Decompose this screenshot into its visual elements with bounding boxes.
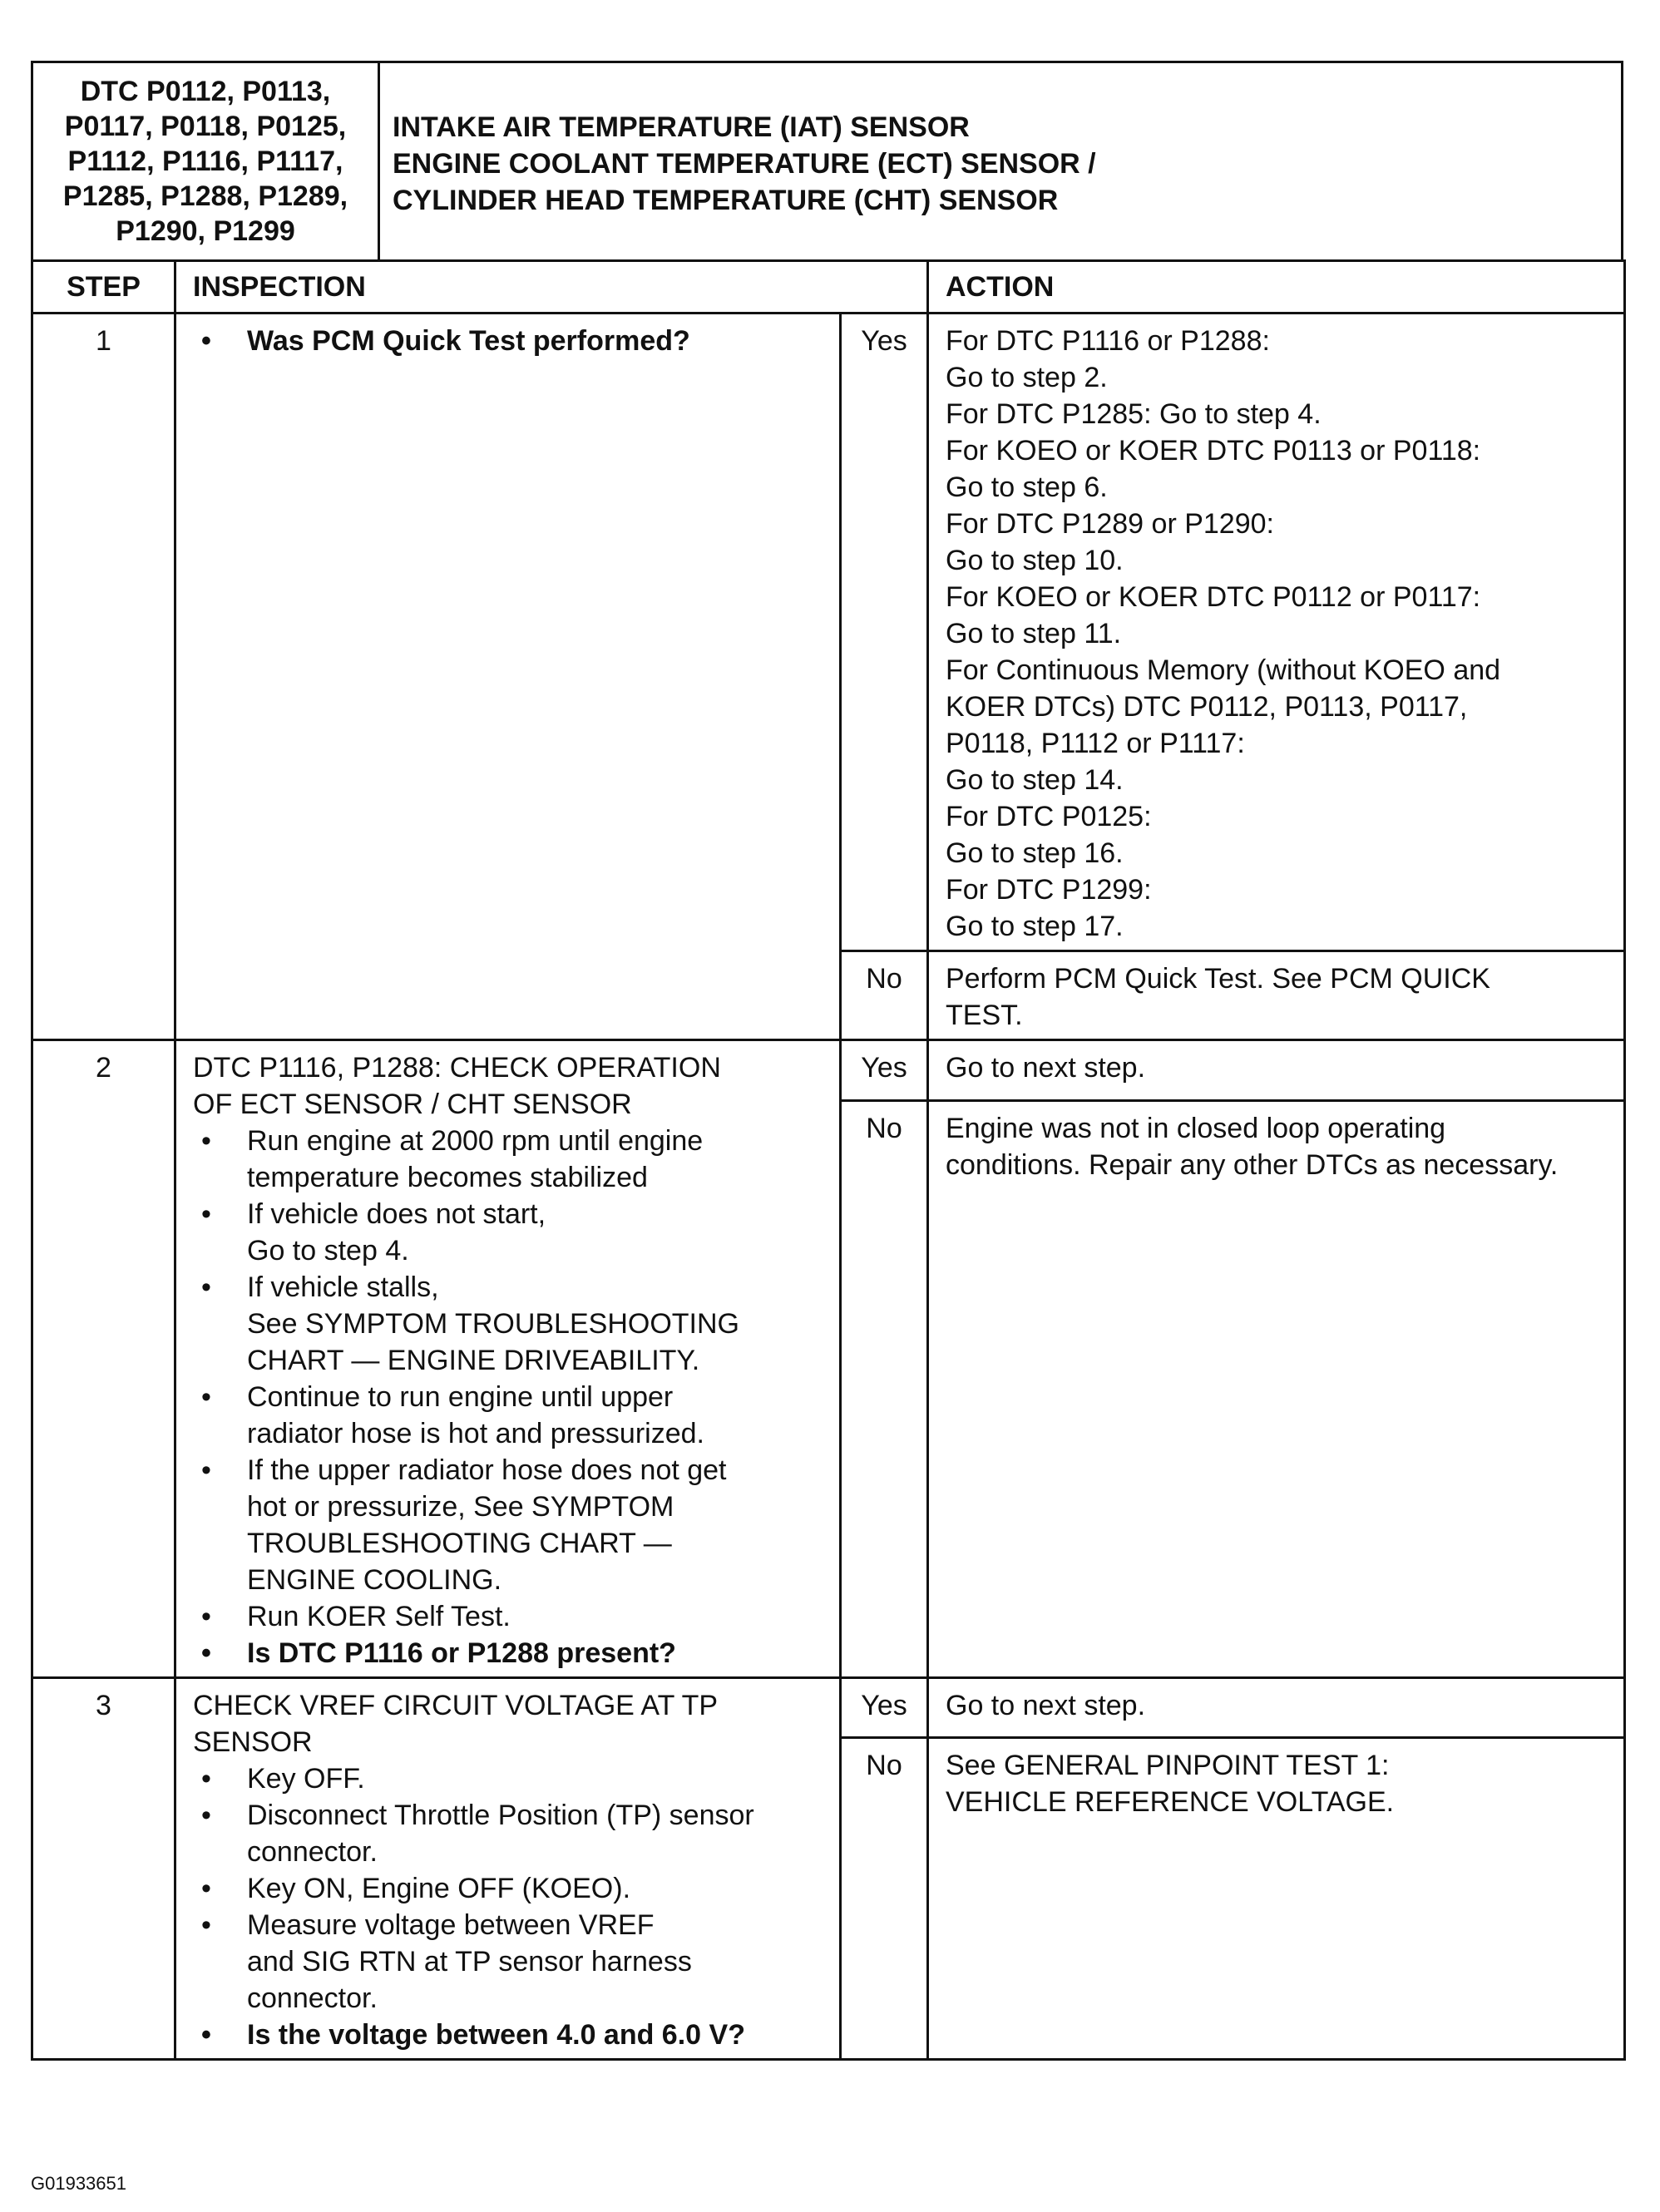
bullet-text-line: CHART — ENGINE DRIVEABILITY. bbox=[247, 1345, 700, 1376]
yes-label: Yes bbox=[841, 314, 928, 951]
bullet-text-line: temperature becomes stabilized bbox=[247, 1162, 648, 1193]
column-header-step: STEP bbox=[32, 261, 175, 314]
inspection-title-line: CHECK VREF CIRCUIT VOLTAGE AT TP bbox=[193, 1690, 719, 1721]
step-number: 1 bbox=[32, 314, 175, 1040]
step-number: 2 bbox=[32, 1040, 175, 1678]
table-header-row bbox=[32, 261, 1625, 314]
bullet-text-line: • Was PCM Quick Test performed? bbox=[247, 325, 690, 357]
bullet-text-line: hot or pressurize, See SYMPTOM bbox=[247, 1491, 674, 1523]
bullet-text-line: connector. bbox=[247, 1982, 378, 2014]
bullet-text-line: • Disconnect Throttle Position (TP) sensor bbox=[247, 1800, 754, 1831]
inspection-cell bbox=[175, 1040, 841, 1678]
action-line: Engine was not in closed loop operating bbox=[946, 1112, 1446, 1144]
inspection-title-line: DTC P1116, P1288: CHECK OPERATION bbox=[193, 1052, 721, 1084]
bullet-text-line: ENGINE COOLING. bbox=[247, 1564, 502, 1596]
action-line: For KOEO or KOER DTC P0113 or P0118: bbox=[946, 435, 1481, 467]
bullet-text-line: and SIG RTN at TP sensor harness bbox=[247, 1946, 692, 1977]
no-action bbox=[928, 1100, 1625, 1677]
no-label: No bbox=[841, 951, 928, 1040]
bullet-text-line: • Measure voltage between VREF bbox=[247, 1909, 655, 1941]
no-action bbox=[928, 1737, 1625, 2059]
bullet-text-line: • If vehicle stalls, bbox=[247, 1271, 439, 1303]
action-line: For DTC P1116 or P1288: bbox=[946, 325, 1270, 357]
action-line: P0118, P1112 or P1117: bbox=[946, 728, 1245, 759]
action-line: Go to step 14. bbox=[946, 764, 1124, 796]
action-line: See GENERAL PINPOINT TEST 1: bbox=[946, 1749, 1390, 1781]
inspection-bullet-list bbox=[193, 1123, 823, 1671]
action-line: Go to step 10. bbox=[946, 545, 1124, 576]
action-line: For Continuous Memory (without KOEO and bbox=[946, 654, 1501, 686]
inspection-bullet-list bbox=[193, 323, 823, 359]
bullet-text-line: See SYMPTOM TROUBLESHOOTING bbox=[247, 1308, 739, 1340]
dtc-code-line: P1112, P1116, P1117, bbox=[67, 146, 343, 177]
inspection-bullet bbox=[193, 1452, 823, 1598]
bullet-text-line: TROUBLESHOOTING CHART — bbox=[247, 1528, 672, 1559]
action-line: Go to step 2. bbox=[946, 362, 1108, 393]
inspection-bullet bbox=[193, 1907, 823, 2017]
action-line: VEHICLE REFERENCE VOLTAGE. bbox=[946, 1785, 1395, 1818]
inspection-bullet bbox=[193, 1635, 823, 1671]
no-label: No bbox=[841, 1737, 928, 2059]
inspection-bullet bbox=[193, 2017, 823, 2053]
bullet-text-line: • Run engine at 2000 rpm until engine bbox=[247, 1125, 704, 1157]
dtc-code-line: P0117, P0118, P0125, bbox=[64, 111, 347, 142]
dtc-code-list bbox=[33, 63, 380, 259]
sensor-title-line: CYLINDER HEAD TEMPERATURE (CHT) SENSOR bbox=[393, 185, 1059, 216]
dtc-code-line: P1290, P1299 bbox=[116, 215, 295, 247]
bullet-text-line: Go to step 4. bbox=[247, 1235, 409, 1266]
action-line: Go to step 11. bbox=[946, 618, 1122, 649]
action-line: Perform PCM Quick Test. See PCM QUICK bbox=[946, 963, 1490, 995]
bullet-text-line: • Run KOER Self Test. bbox=[247, 1601, 511, 1632]
yes-action bbox=[928, 1678, 1625, 1738]
inspection-title-line: SENSOR bbox=[193, 1726, 313, 1758]
dtc-code-line: P1285, P1288, P1289, bbox=[62, 180, 348, 212]
yes-action bbox=[928, 314, 1625, 951]
action-line: TEST. bbox=[946, 1000, 1023, 1031]
yes-action bbox=[928, 1040, 1625, 1101]
action-line: Go to next step. bbox=[946, 1052, 1146, 1084]
action-line: For DTC P1285: Go to step 4. bbox=[946, 398, 1322, 430]
sensor-title-line: ENGINE COOLANT TEMPERATURE (ECT) SENSOR / bbox=[393, 148, 1096, 180]
no-action bbox=[928, 951, 1625, 1040]
table-row bbox=[32, 1678, 1625, 1738]
column-header-action: ACTION bbox=[928, 261, 1625, 314]
inspection-title-line: OF ECT SENSOR / CHT SENSOR bbox=[193, 1089, 632, 1120]
action-line: Go to next step. bbox=[946, 1690, 1146, 1721]
action-line: For DTC P1299: bbox=[946, 874, 1152, 906]
dtc-header bbox=[31, 61, 1623, 262]
action-line: For KOEO or KOER DTC P0112 or P0117: bbox=[946, 581, 1481, 613]
inspection-cell bbox=[175, 314, 841, 1040]
bullet-text-line: • Is the voltage between 4.0 and 6.0 V? bbox=[247, 2019, 745, 2051]
action-line: For DTC P1289 or P1290: bbox=[946, 508, 1274, 540]
bullet-text-line: • Key OFF. bbox=[247, 1763, 365, 1795]
action-line: Go to step 6. bbox=[946, 472, 1108, 503]
step-number: 3 bbox=[32, 1678, 175, 2060]
yes-label: Yes bbox=[841, 1678, 928, 1738]
bullet-text-line: • Is DTC P1116 or P1288 present? bbox=[247, 1637, 676, 1669]
no-label: No bbox=[841, 1100, 928, 1677]
bullet-text-line: • Key ON, Engine OFF (KOEO). bbox=[247, 1873, 631, 1904]
action-line: conditions. Repair any other DTCs as necessary. bbox=[946, 1148, 1559, 1181]
inspection-cell bbox=[175, 1678, 841, 2060]
bullet-text-line: connector. bbox=[247, 1836, 378, 1868]
dtc-code-line: DTC P0112, P0113, bbox=[80, 76, 331, 107]
diagnostic-steps-table bbox=[31, 259, 1626, 2061]
inspection-bullet bbox=[193, 1196, 823, 1269]
inspection-bullet bbox=[193, 323, 823, 359]
bullet-text-line: • If vehicle does not start, bbox=[247, 1198, 546, 1230]
action-line: Go to step 16. bbox=[946, 837, 1124, 869]
inspection-bullet bbox=[193, 1379, 823, 1452]
inspection-bullet bbox=[193, 1269, 823, 1379]
action-line: Go to step 17. bbox=[946, 911, 1124, 942]
table-row bbox=[32, 1040, 1625, 1101]
inspection-bullet bbox=[193, 1870, 823, 1907]
action-line: KOER DTCs) DTC P0112, P0113, P0117, bbox=[946, 691, 1468, 723]
bullet-text-line: radiator hose is hot and pressurized. bbox=[247, 1418, 704, 1449]
bullet-text-line: • Continue to run engine until upper bbox=[247, 1381, 674, 1413]
inspection-bullet bbox=[193, 1797, 823, 1870]
column-header-inspection: INSPECTION bbox=[175, 261, 928, 314]
yes-label: Yes bbox=[841, 1040, 928, 1101]
inspection-bullet bbox=[193, 1598, 823, 1635]
inspection-bullet-list bbox=[193, 1760, 823, 2053]
table-row bbox=[32, 314, 1625, 951]
figure-id: G01933651 bbox=[31, 2173, 126, 2194]
bullet-text-line: • If the upper radiator hose does not get bbox=[247, 1454, 727, 1486]
inspection-bullet bbox=[193, 1760, 823, 1797]
sensor-title bbox=[393, 109, 1096, 219]
action-line: For DTC P0125: bbox=[946, 801, 1152, 832]
sensor-title-line: INTAKE AIR TEMPERATURE (IAT) SENSOR bbox=[393, 111, 970, 143]
inspection-bullet bbox=[193, 1123, 823, 1196]
